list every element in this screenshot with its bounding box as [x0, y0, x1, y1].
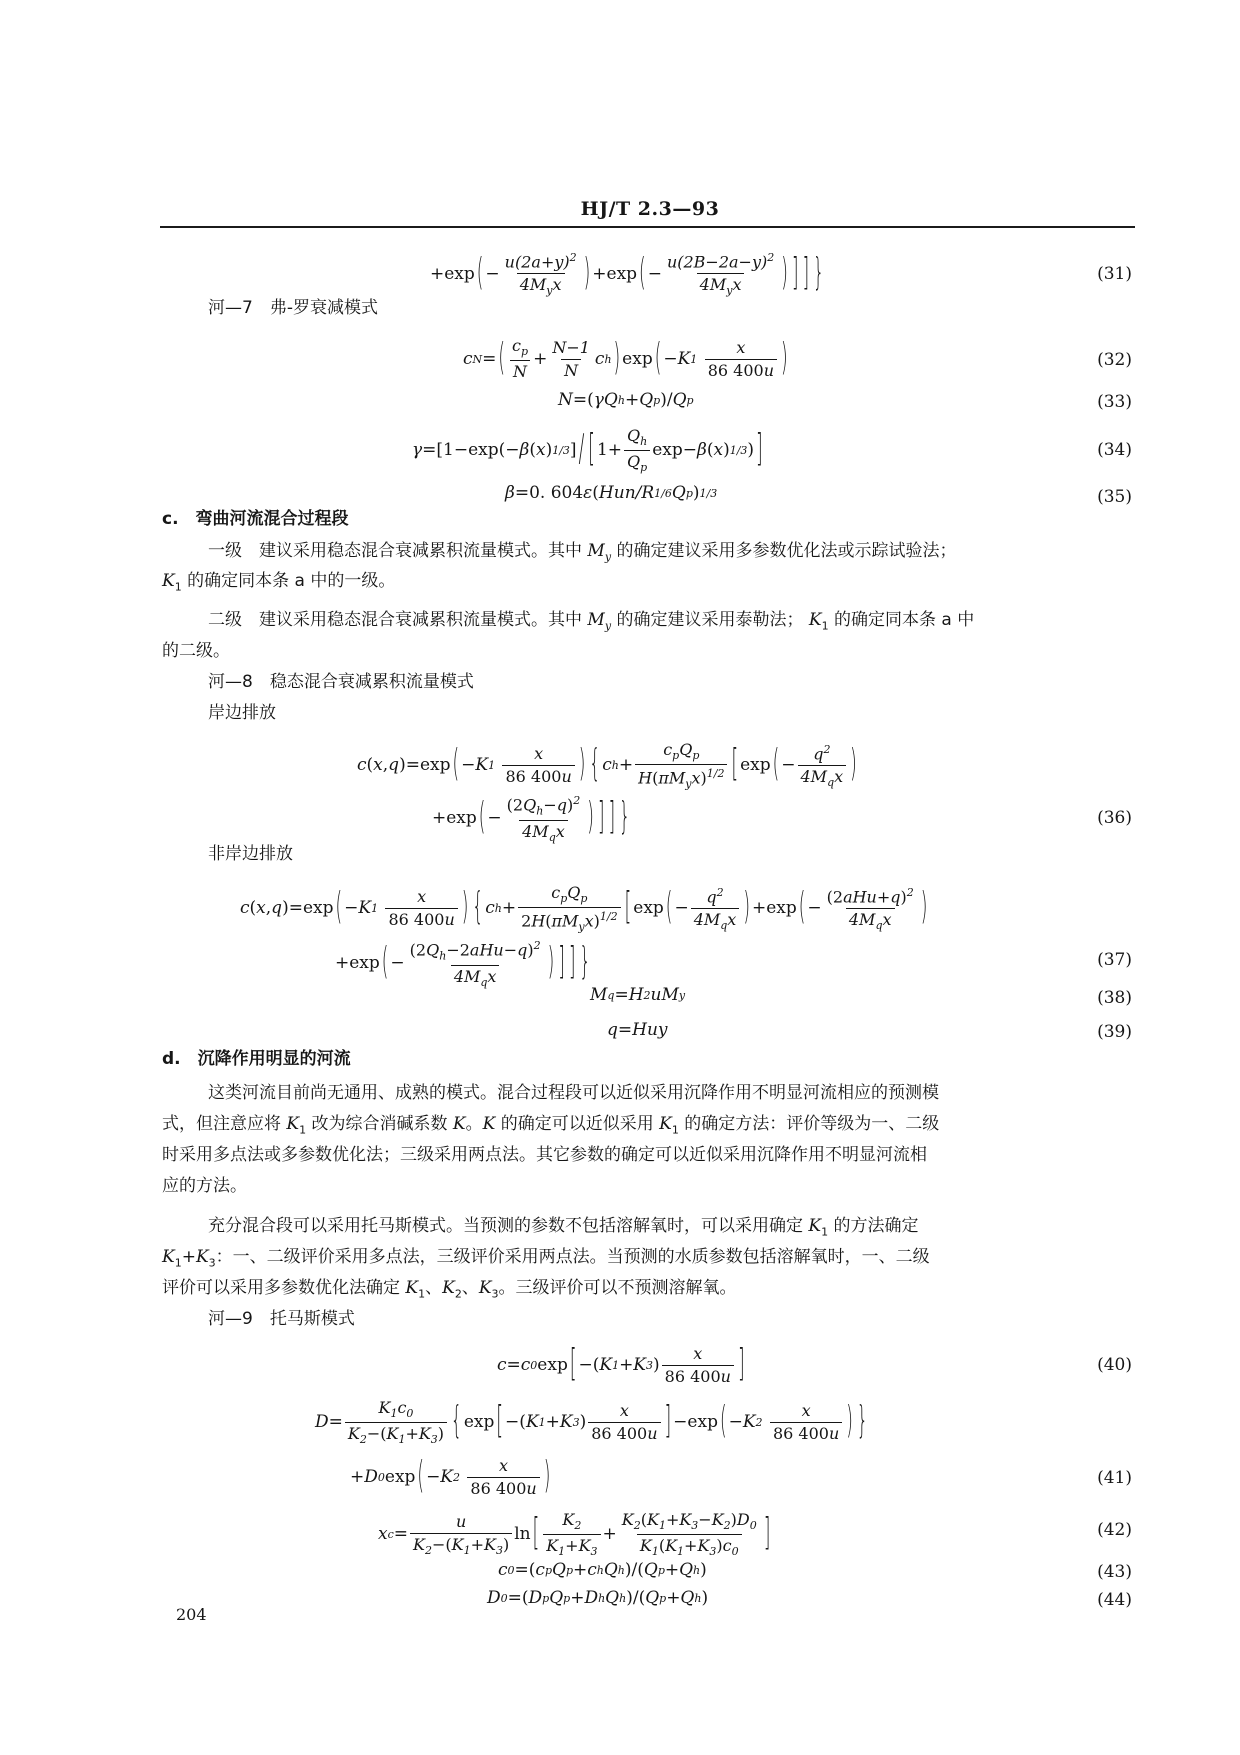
section-c-heading [162, 503, 349, 536]
equation-number-35: (35) [1097, 487, 1132, 507]
equation-36-line1: c ( x , q )=exp ( −K 1 $\frac{x}{86 400u}$ ) { c h + $\frac{c_pQ_p}{H(\pi M_yx)^{1/2}}$ [ exp ( − $\frac{q^2}{4M_qx}$ ) [357, 740, 857, 791]
equation-31: +exp ( − $\frac{u(2a+y)^2}{4M_yx}$ ) +exp ( − $\frac{u(2B-2a-y)^2}{4M_yx}$ ) ] ] } [430, 251, 824, 298]
section-c-level1-line1: 一级 建议采用稳态混合衰减累积流量模式。其中 $M_y$ 的确定建议采用多参数优化法或示踪试验法； [208, 541, 957, 564]
equation-number-36: (36) [1097, 808, 1132, 828]
section-d-p1-text-d: 的确定方法：评价等级为一、二级 [684, 1114, 940, 1134]
section-d-heading-text: d. 沉降作用明显的河流 [162, 1049, 351, 1069]
equation-43: c 0 = ( c p Q p +c h Q h )/( Q p +Q h ) [498, 1560, 707, 1580]
section-d-p2-line1: 充分混合段可以采用托马斯模式。当预测的参数不包括溶解氧时，可以采用确定 $K_1$ 的方法确定 [208, 1216, 919, 1239]
equation-34: γ= [1−exp(− β ( x ) 1/3 ] / [ 1+ $\frac{Q_h}{Q_p}$ exp− β ( x ) 1/3 ) ] [412, 426, 763, 475]
equation-number-43: (43) [1097, 1562, 1132, 1582]
section-d-p2-text-a: 充分混合段可以采用托马斯模式。当预测的参数不包括溶解氧时，可以采用确定 [208, 1216, 803, 1236]
equation-36-line2: +exp ( − $\frac{(2Q_h-q)^2}{4M_qx}$ ) ] ] } [432, 794, 630, 844]
section-c-level1-text-a: 一级 建议采用稳态混合衰减累积流量模式。其中 [208, 541, 582, 561]
section-he9-title: 河—9 托马斯模式 [208, 1309, 355, 1329]
equation-41-line1: D= $\frac{K_1c_0}{K_2-(K_1+K_3)}$ { exp [ − ( K 1 +K 3 ) $\frac{x}{86 400u}$ ] −exp ( −K 2 $\frac{x}{86 400u}$ ) } [315, 1398, 868, 1447]
section-c-level2-line1: 二级 建议采用稳态混合衰减累积流量模式。其中 $M_y$ 的确定建议采用泰勒法； $K_1$ 的确定同本条 a 中 [208, 610, 975, 633]
equation-38: M q =H 2 uM y [590, 985, 686, 1005]
equation-number-42: (42) [1097, 1520, 1132, 1540]
equation-number-39: (39) [1097, 1022, 1132, 1042]
equation-37-line2: +exp ( − $\frac{(2Q_h-2aHu-q)^2}{4M_qx}$ ) ] ] } [335, 939, 591, 989]
section-he7-title: 河—7 弗-罗衰减模式 [208, 298, 378, 318]
equation-number-41: (41) [1097, 1468, 1132, 1488]
section-c-level2-text-b: 的确定建议采用泰勒法； [616, 610, 804, 630]
section-d-p1-text-b: 改为综合消碱系数 [311, 1114, 448, 1134]
section-c-level1-text-c: 的确定同本条 a 中的一级。 [187, 571, 396, 591]
section-d-p1-text-a: 式，但注意应将 [162, 1114, 281, 1134]
section-d-p1-line2: 式，但注意应将 $K_1$ 改为综合消碱系数 K。K 的确定可以近似采用 $K_1$ 的确定方法：评价等级为一、二级 [162, 1114, 940, 1137]
non-shore-discharge-label: 非岸边排放 [208, 844, 293, 864]
section-d-heading [162, 1043, 351, 1076]
section-d-p2-text-b: 的方法确定 [833, 1216, 919, 1236]
equation-number-44: (44) [1097, 1590, 1132, 1610]
section-c-level1-text-b: 的确定建议采用多参数优化法或示踪试验法； [616, 541, 957, 561]
section-c-level1-line2: $K_1$ 的确定同本条 a 中的一级。 [162, 571, 396, 594]
section-c-level2-text-c: 的确定同本条 a 中 [833, 610, 975, 630]
equation-35: β= 0. 604 ε ( Hun/R 1/6 Q p ) 1/3 [505, 483, 718, 503]
equation-44: D 0 = ( D p Q p +D h Q h )/( Q p +Q h ) [487, 1588, 709, 1608]
equation-number-37: (37) [1097, 950, 1132, 970]
equation-number-40: (40) [1097, 1355, 1132, 1375]
section-d-p1-line1: 这类河流目前尚无通用、成熟的模式。混合过程段可以近似采用沉降作用不明显河流相应的预测模 [208, 1083, 939, 1103]
section-d-p1-text-c: 的确定可以近似采用 [500, 1114, 654, 1134]
shore-discharge-label: 岸边排放 [208, 703, 276, 723]
equation-39: q=Huy [607, 1020, 668, 1040]
section-he8-title: 河—8 稳态混合衰减累积流量模式 [208, 672, 474, 692]
equation-number-32: (32) [1097, 350, 1132, 370]
section-d-p1-line3: 时采用多点法或多参数优化法；三级采用两点法。其它参数的确定可以近似采用沉降作用不明显河流相 [162, 1145, 927, 1165]
section-d-p1-line4: 应的方法。 [162, 1176, 247, 1196]
section-d-p2-text-d: 评价可以采用多参数优化法确定 [162, 1278, 400, 1298]
section-d-p2-text-c: ：一、二级评价采用多点法，三级评价采用两点法。当预测的水质参数包括溶解氧时，一、二级 [215, 1247, 930, 1267]
page-number: 204 [176, 1605, 207, 1624]
section-d-p2-line2: $K_1+K_3$：一、二级评价采用多点法，三级评价采用两点法。当预测的水质参数包括溶解氧时，一、二级 [162, 1247, 930, 1270]
section-c-level2-text-a: 二级 建议采用稳态混合衰减累积流量模式。其中 [208, 610, 582, 630]
equation-32: c N = ( $\frac{c_p}{N}$ + $\frac{N-1}{N}$ c h ) exp ( −K 1 $\frac{x}{86 400u}$ ) [463, 335, 788, 382]
section-c-level2-line2: 的二级。 [162, 641, 230, 661]
equation-37-line1: c ( x , q )=exp ( −K 1 $\frac{x}{86 400u}$ ) { c h + $\frac{c_pQ_p}{2H(\pi M_yx)^{1/2}}$ [ exp ( − $\frac{q^2}{4M_qx}$ ) +exp ( − $\frac{(2aHu+q)^2}{4M_qx}$ ) [240, 883, 928, 934]
equation-number-33: (33) [1097, 392, 1132, 412]
equation-number-38: (38) [1097, 988, 1132, 1008]
section-c-heading-text: c. 弯曲河流混合过程段 [162, 509, 349, 529]
header-standard-code: HJ/T 2.3—93 [580, 198, 720, 220]
section-d-p2-line3: 评价可以采用多参数优化法确定 $K_1$、$K_2$、$K_3$。三级评价可以不预测溶解氧。 [162, 1278, 737, 1301]
equation-number-31: (31) [1097, 264, 1132, 284]
equation-40: c=c 0 exp [ − ( K 1 +K 3 ) $\frac{x}{86 400u}$ ] [497, 1342, 745, 1387]
header-rule [160, 226, 1135, 228]
equation-33: N= ( γQ h +Q p )/ Q p [558, 390, 694, 410]
equation-42: x c = $\frac{u}{K_2-(K_1+K_3)}$ ln [ $\frac{K_2}{K_1+K_3}$ + $\frac{K_2(K_1+K_3-K_2)D_0}{K_1(K_1+K_3)c_0}$ ] [378, 1510, 771, 1559]
equation-number-34: (34) [1097, 440, 1132, 460]
section-d-p2-text-e: 。三级评价可以不预测溶解氧。 [498, 1278, 737, 1298]
equation-41-line2: + D 0 exp ( −K 2 $\frac{x}{86 400u}$ ) [350, 1454, 551, 1499]
